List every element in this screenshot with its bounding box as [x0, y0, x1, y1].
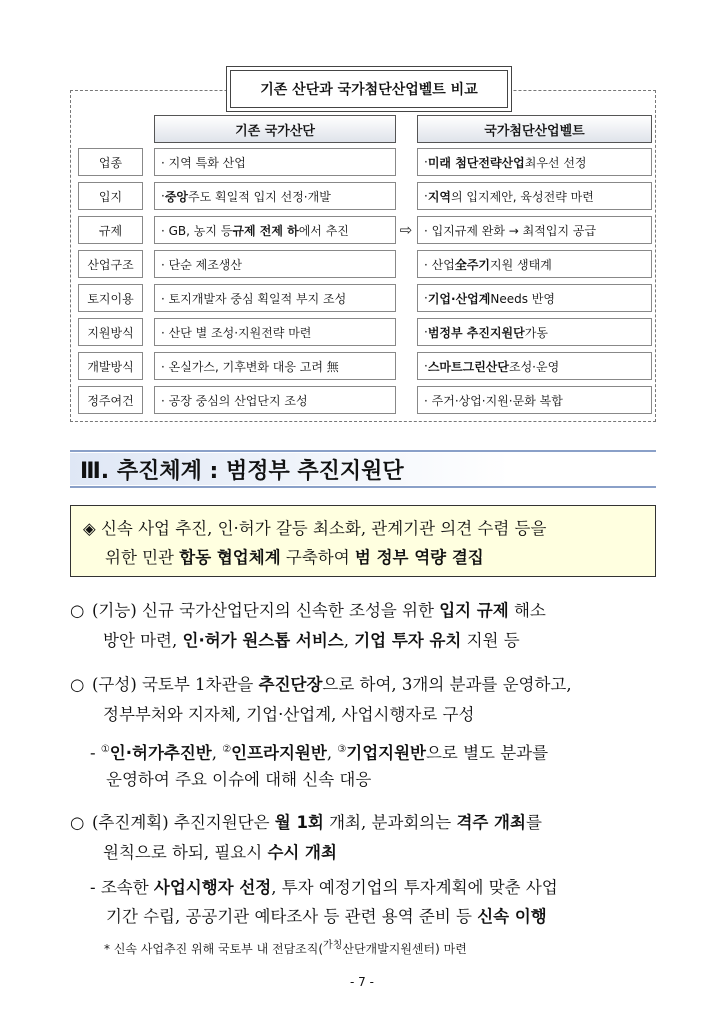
text: · 주거·상업·지원·문화 복합 [424, 393, 563, 408]
text: 조속한 [100, 878, 154, 897]
text: 해소 [508, 601, 546, 620]
summary-text-2a: 위한 민관 [105, 548, 180, 567]
page-number: - 7 - [350, 975, 374, 989]
existing-cell [154, 284, 396, 312]
emphasis: 기업 투자 유치 [354, 631, 462, 650]
emphasis: 범정부 추진지원단 [427, 325, 525, 340]
dash-bullet: - [90, 878, 96, 897]
text: , [343, 631, 355, 650]
text: · 지역 특화 산업 [161, 155, 246, 170]
text: · [424, 189, 428, 203]
text: 개최, 분과회의는 [323, 813, 457, 832]
advanced-belt-cell [417, 216, 652, 244]
emphasis: 기업·산업계 [427, 291, 491, 306]
text: · [424, 155, 428, 169]
text: 지원방식 [87, 325, 134, 340]
emphasis: 全주기 [454, 257, 491, 272]
emphasis: 격주 개최 [456, 813, 526, 832]
row-category [78, 284, 143, 312]
advanced-belt-cell [417, 250, 652, 278]
advanced-belt-cell [417, 148, 652, 176]
row-category [78, 148, 143, 176]
text: 정주여건 [87, 393, 134, 408]
diamond-marker-icon: ◈ [83, 519, 96, 538]
advanced-belt-cell [417, 352, 652, 380]
existing-cell [154, 148, 396, 176]
emphasis: 기업지원반 [346, 743, 426, 763]
number-marker: ① [100, 744, 110, 755]
text: Needs 반영 [490, 291, 555, 306]
circle-bullet-icon: ○ [70, 813, 85, 832]
comparison-title: 기존 산단과 국가첨단산업벨트 비교 [230, 70, 508, 108]
text: 산업구조 [87, 257, 134, 272]
existing-cell [154, 318, 396, 346]
text: 주도 획일적 입지 선정·개발 [188, 189, 331, 204]
dash-bullet: - [90, 743, 96, 763]
text: 으로 하여, 3개의 분과를 운영하고, [322, 675, 572, 694]
advanced-belt-cell [417, 284, 652, 312]
text: · 산단 별 조성·지원전략 마련 [161, 325, 312, 340]
text: · 토지개발자 중심 획일적 부지 조성 [161, 291, 347, 306]
text: · [424, 291, 428, 305]
text: · [161, 189, 165, 203]
section-title: Ⅲ. 추진체계 : 범정부 추진지원단 [70, 453, 656, 485]
tentative-label: 가칭 [323, 940, 343, 951]
text: 으로 별도 분과를 [425, 743, 549, 763]
emphasis: 입지 규제 [439, 601, 509, 620]
text: , [211, 743, 223, 763]
section-bottom-rule [70, 486, 656, 488]
text: , 투자 예정기업의 투자계획에 맞춘 사업 [271, 878, 558, 897]
text: 에서 추진 [298, 223, 349, 238]
arrow-right-icon: ⇨ [399, 221, 413, 239]
text: · 공장 중심의 산업단지 조성 [161, 393, 308, 408]
emphasis: 월 1회 [274, 813, 324, 832]
text: 입지 [98, 189, 123, 204]
row-category [78, 182, 143, 210]
text: 방안 마련, [103, 631, 183, 650]
text: 최우선 선정 [524, 155, 587, 170]
advanced-belt-cell [417, 182, 652, 210]
text: · 단순 제조생산 [161, 257, 242, 272]
item-plan-line-1 [70, 808, 660, 838]
emphasis: 추진단장 [258, 675, 323, 694]
column-header-existing: 기존 국가산단 [154, 115, 396, 143]
row-category [78, 386, 143, 414]
emphasis: 미래 첨단전략산업 [427, 155, 525, 170]
row-category [78, 318, 143, 346]
text: 를 [525, 813, 542, 832]
text: · GB, 농지 등 [161, 223, 233, 238]
existing-cell [154, 386, 396, 414]
text: * 신속 사업추진 위해 국토부 내 전담조직( [104, 942, 324, 956]
emphasis: 스마트그린산단 [427, 359, 509, 374]
section-top-rule [70, 450, 656, 452]
advanced-belt-cell [417, 318, 652, 346]
sub-item-divisions-line-2: 운영하여 주요 이슈에 대해 신속 대응 [106, 770, 372, 789]
circle-bullet-icon: ○ [70, 675, 85, 694]
item-plan-line-2 [70, 838, 660, 868]
summary-emphasis-2: 범 정부 역량 결집 [354, 548, 484, 567]
summary-line-2 [83, 543, 645, 572]
summary-emphasis-1: 합동 협업체계 [179, 548, 281, 567]
text: (기능) 신규 국가산업단지의 신속한 조성을 위한 [92, 601, 440, 620]
text: 업종 [98, 155, 123, 170]
text: 산단개발지원센터) 마련 [342, 942, 467, 956]
emphasis: 수시 개최 [267, 843, 337, 862]
text: 지원 등 [461, 631, 520, 650]
text: , [326, 743, 338, 763]
row-category [78, 352, 143, 380]
emphasis: 사업시행자 선정 [153, 878, 272, 897]
row-category [78, 250, 143, 278]
number-marker: ③ [337, 744, 347, 755]
text: 조성·운영 [508, 359, 560, 374]
advanced-belt-cell [417, 386, 652, 414]
text: · 온실가스, 기후변화 대응 고려 無 [161, 359, 339, 374]
text: 가동 [524, 325, 548, 340]
item-composition-line-1 [70, 670, 660, 700]
number-marker: ② [222, 744, 232, 755]
text: · [424, 325, 428, 339]
emphasis: 인·허가 원스톱 서비스 [182, 631, 344, 650]
item-function-line-1 [70, 596, 660, 626]
emphasis: 중앙 [164, 189, 189, 204]
text: 원칙으로 하되, 필요시 [103, 843, 268, 862]
emphasis: 지역 [427, 189, 452, 204]
text: 개발방식 [87, 359, 134, 374]
text: 토지이용 [87, 291, 134, 306]
sub-item-schedule-line-2 [70, 902, 660, 932]
summary-line-1 [83, 514, 645, 543]
text: 기간 수립, 공공기관 예타조사 등 관련 용역 준비 등 [106, 907, 478, 926]
emphasis: 신속 이행 [477, 907, 547, 926]
emphasis: 규제 전제 하 [232, 223, 299, 238]
text: 규제 [98, 223, 123, 238]
text: (구성) 국토부 1차관을 [92, 675, 259, 694]
text: (추진계획) 추진지원단은 [92, 813, 275, 832]
item-function-line-2 [70, 626, 660, 656]
emphasis: 인프라지원반 [231, 743, 327, 763]
emphasis: 인·허가추진반 [109, 743, 212, 763]
summary-text-1: 신속 사업 추진, 인·허가 갈등 최소화, 관계기관 의견 수렴 등을 [100, 519, 547, 538]
text: · 산업 [424, 257, 455, 272]
existing-cell [154, 216, 396, 244]
row-category [78, 216, 143, 244]
circle-bullet-icon: ○ [70, 601, 85, 620]
summary-text-2b: 구축하여 [280, 548, 355, 567]
text: 지원 생태계 [490, 257, 552, 272]
text: · 입지규제 완화 → 최적입지 공급 [424, 223, 597, 238]
existing-cell [154, 352, 396, 380]
text: · [424, 359, 428, 373]
sub-item-schedule-line-1 [70, 873, 660, 903]
sub-item-divisions-line-1 [70, 735, 660, 769]
existing-cell [154, 250, 396, 278]
existing-cell [154, 182, 396, 210]
footnote [104, 936, 467, 957]
column-header-advanced-belt: 국가첨단산업벨트 [417, 115, 652, 143]
summary-box [70, 505, 656, 577]
item-composition-line-2: 정부부처와 지자체, 기업·산업계, 사업시행자로 구성 [103, 705, 475, 724]
text: 의 입지제안, 육성전략 마련 [451, 189, 594, 204]
